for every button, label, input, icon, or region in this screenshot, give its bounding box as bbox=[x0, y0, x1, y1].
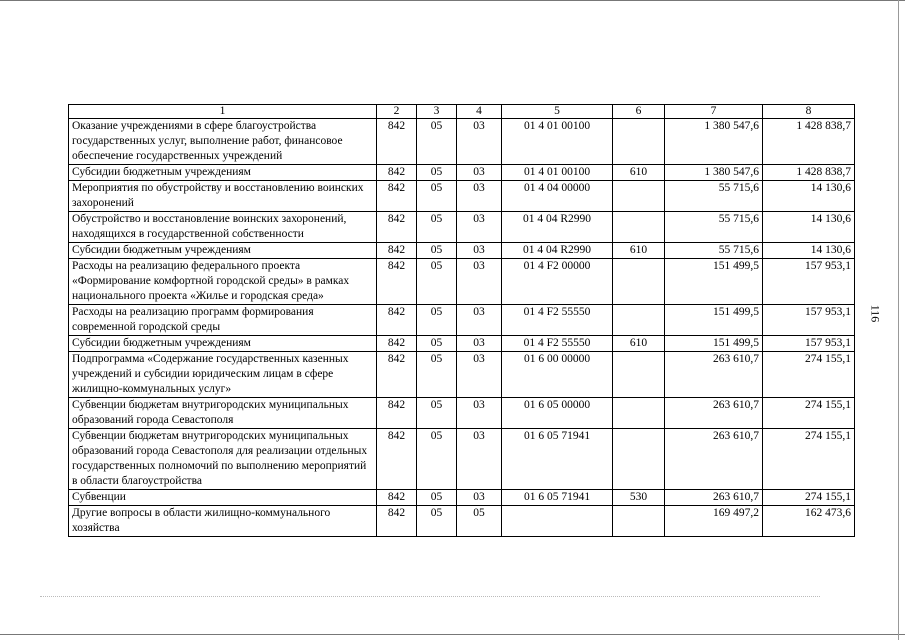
column-number-row bbox=[69, 105, 855, 119]
cell-name: Субвенции bbox=[69, 490, 377, 506]
cell-ministry-code: 842 bbox=[377, 506, 417, 537]
cell-section: 05 bbox=[417, 429, 457, 490]
cell-subsection: 03 bbox=[457, 398, 502, 429]
table-row bbox=[69, 165, 855, 181]
cell-subsection: 03 bbox=[457, 336, 502, 352]
cell-ministry-code: 842 bbox=[377, 119, 417, 165]
cell-ministry-code: 842 bbox=[377, 165, 417, 181]
cell-target-article: 01 4 F2 55550 bbox=[502, 305, 613, 336]
cell-amount-year2: 157 953,1 bbox=[763, 259, 855, 305]
cell-amount-year2: 14 130,6 bbox=[763, 243, 855, 259]
cell-amount-year2: 274 155,1 bbox=[763, 352, 855, 398]
cell-ministry-code: 842 bbox=[377, 398, 417, 429]
cell-target-article: 01 6 05 71941 bbox=[502, 490, 613, 506]
cell-subsection: 03 bbox=[457, 243, 502, 259]
table-row bbox=[69, 398, 855, 429]
cell-subsection: 03 bbox=[457, 305, 502, 336]
table-row bbox=[69, 490, 855, 506]
cell-section: 05 bbox=[417, 490, 457, 506]
cell-name: Расходы на реализацию программ формирования современной городской среды bbox=[69, 305, 377, 336]
table-row bbox=[69, 429, 855, 490]
table-row bbox=[69, 352, 855, 398]
cell-target-article: 01 4 F2 55550 bbox=[502, 336, 613, 352]
column-header: 1 bbox=[69, 105, 377, 119]
cell-section: 05 bbox=[417, 352, 457, 398]
cell-ministry-code: 842 bbox=[377, 259, 417, 305]
cell-amount-year2: 274 155,1 bbox=[763, 398, 855, 429]
table-row bbox=[69, 119, 855, 165]
cell-expense-type bbox=[613, 259, 665, 305]
cell-ministry-code: 842 bbox=[377, 212, 417, 243]
cell-amount-year1: 1 380 547,6 bbox=[665, 165, 763, 181]
cell-target-article: 01 4 01 00100 bbox=[502, 165, 613, 181]
scan-border-top bbox=[0, 0, 905, 3]
cell-target-article: 01 6 05 00000 bbox=[502, 398, 613, 429]
cell-target-article: 01 6 00 00000 bbox=[502, 352, 613, 398]
cell-expense-type: 610 bbox=[613, 336, 665, 352]
cell-subsection: 03 bbox=[457, 352, 502, 398]
page-number: 116 bbox=[868, 304, 883, 323]
column-header: 5 bbox=[502, 105, 613, 119]
cell-target-article: 01 4 01 00100 bbox=[502, 119, 613, 165]
cell-expense-type bbox=[613, 212, 665, 243]
cell-name: Подпрограмма «Содержание государственных казенных учреждений и субсидии юридическим лицам в сфере жилищно-коммунальных услуг» bbox=[69, 352, 377, 398]
cell-amount-year2: 157 953,1 bbox=[763, 305, 855, 336]
cell-amount-year1: 55 715,6 bbox=[665, 181, 763, 212]
cell-amount-year1: 151 499,5 bbox=[665, 336, 763, 352]
cell-target-article bbox=[502, 506, 613, 537]
column-header: 4 bbox=[457, 105, 502, 119]
table-row bbox=[69, 305, 855, 336]
cell-name: Расходы на реализацию федерального проекта «Формирование комфортной городской среды» в рамках национального проекта «Жилье и городская среда» bbox=[69, 259, 377, 305]
cell-section: 05 bbox=[417, 212, 457, 243]
cell-name: Обустройство и восстановление воинских захоронений, находящихся в государственной собственности bbox=[69, 212, 377, 243]
table-row bbox=[69, 506, 855, 537]
cell-expense-type bbox=[613, 119, 665, 165]
cell-target-article: 01 4 04 00000 bbox=[502, 181, 613, 212]
cell-amount-year1: 263 610,7 bbox=[665, 398, 763, 429]
cell-name: Субсидии бюджетным учреждениям bbox=[69, 243, 377, 259]
column-header: 3 bbox=[417, 105, 457, 119]
cell-subsection: 03 bbox=[457, 165, 502, 181]
cell-section: 05 bbox=[417, 398, 457, 429]
cell-section: 05 bbox=[417, 165, 457, 181]
cell-section: 05 bbox=[417, 336, 457, 352]
budget-table bbox=[68, 104, 855, 537]
cell-subsection: 03 bbox=[457, 212, 502, 243]
scan-border-bottom bbox=[0, 634, 905, 637]
cell-amount-year2: 157 953,1 bbox=[763, 336, 855, 352]
cell-target-article: 01 4 04 R2990 bbox=[502, 243, 613, 259]
scan-artifact-line bbox=[40, 596, 820, 598]
cell-ministry-code: 842 bbox=[377, 352, 417, 398]
cell-amount-year2: 1 428 838,7 bbox=[763, 119, 855, 165]
cell-amount-year1: 151 499,5 bbox=[665, 305, 763, 336]
cell-subsection: 03 bbox=[457, 119, 502, 165]
cell-expense-type: 530 bbox=[613, 490, 665, 506]
cell-amount-year2: 162 473,6 bbox=[763, 506, 855, 537]
cell-target-article: 01 4 F2 00000 bbox=[502, 259, 613, 305]
cell-amount-year2: 274 155,1 bbox=[763, 429, 855, 490]
cell-expense-type bbox=[613, 352, 665, 398]
cell-section: 05 bbox=[417, 243, 457, 259]
cell-ministry-code: 842 bbox=[377, 181, 417, 212]
cell-target-article: 01 6 05 71941 bbox=[502, 429, 613, 490]
table-body bbox=[69, 105, 855, 537]
cell-amount-year1: 55 715,6 bbox=[665, 243, 763, 259]
cell-section: 05 bbox=[417, 119, 457, 165]
cell-subsection: 03 bbox=[457, 490, 502, 506]
column-header: 2 bbox=[377, 105, 417, 119]
cell-ministry-code: 842 bbox=[377, 336, 417, 352]
cell-amount-year1: 263 610,7 bbox=[665, 429, 763, 490]
cell-expense-type bbox=[613, 305, 665, 336]
cell-subsection: 05 bbox=[457, 506, 502, 537]
scan-border-right bbox=[898, 0, 899, 640]
cell-expense-type: 610 bbox=[613, 243, 665, 259]
cell-amount-year2: 14 130,6 bbox=[763, 212, 855, 243]
cell-ministry-code: 842 bbox=[377, 429, 417, 490]
cell-section: 05 bbox=[417, 506, 457, 537]
cell-target-article: 01 4 04 R2990 bbox=[502, 212, 613, 243]
cell-expense-type bbox=[613, 398, 665, 429]
cell-name: Другие вопросы в области жилищно-коммунального хозяйства bbox=[69, 506, 377, 537]
column-header: 8 bbox=[763, 105, 855, 119]
table-row bbox=[69, 181, 855, 212]
cell-ministry-code: 842 bbox=[377, 305, 417, 336]
cell-subsection: 03 bbox=[457, 259, 502, 305]
cell-name: Субвенции бюджетам внутригородских муниципальных образований города Севастополя bbox=[69, 398, 377, 429]
cell-subsection: 03 bbox=[457, 181, 502, 212]
cell-expense-type: 610 bbox=[613, 165, 665, 181]
cell-amount-year2: 274 155,1 bbox=[763, 490, 855, 506]
cell-name: Оказание учреждениями в сфере благоустройства государственных услуг, выполнение работ, финансовое обеспечение государственных учреждений bbox=[69, 119, 377, 165]
cell-name: Субвенции бюджетам внутригородских муниципальных образований города Севастополя для реализации отдельных государственных полномочий по выполнению мероприятий в области благоустройства bbox=[69, 429, 377, 490]
table-row bbox=[69, 212, 855, 243]
cell-expense-type bbox=[613, 429, 665, 490]
cell-amount-year1: 55 715,6 bbox=[665, 212, 763, 243]
cell-section: 05 bbox=[417, 181, 457, 212]
table-row bbox=[69, 259, 855, 305]
cell-amount-year1: 263 610,7 bbox=[665, 352, 763, 398]
cell-name: Субсидии бюджетным учреждениям bbox=[69, 336, 377, 352]
table-row bbox=[69, 336, 855, 352]
cell-name: Субсидии бюджетным учреждениям bbox=[69, 165, 377, 181]
cell-name: Мероприятия по обустройству и восстановлению воинских захоронений bbox=[69, 181, 377, 212]
cell-expense-type bbox=[613, 506, 665, 537]
cell-section: 05 bbox=[417, 259, 457, 305]
cell-ministry-code: 842 bbox=[377, 243, 417, 259]
cell-amount-year1: 151 499,5 bbox=[665, 259, 763, 305]
cell-expense-type bbox=[613, 181, 665, 212]
cell-section: 05 bbox=[417, 305, 457, 336]
column-header: 6 bbox=[613, 105, 665, 119]
cell-amount-year1: 263 610,7 bbox=[665, 490, 763, 506]
cell-amount-year1: 1 380 547,6 bbox=[665, 119, 763, 165]
cell-ministry-code: 842 bbox=[377, 490, 417, 506]
column-header: 7 bbox=[665, 105, 763, 119]
table-row bbox=[69, 243, 855, 259]
cell-amount-year2: 14 130,6 bbox=[763, 181, 855, 212]
cell-amount-year2: 1 428 838,7 bbox=[763, 165, 855, 181]
cell-amount-year1: 169 497,2 bbox=[665, 506, 763, 537]
cell-subsection: 03 bbox=[457, 429, 502, 490]
